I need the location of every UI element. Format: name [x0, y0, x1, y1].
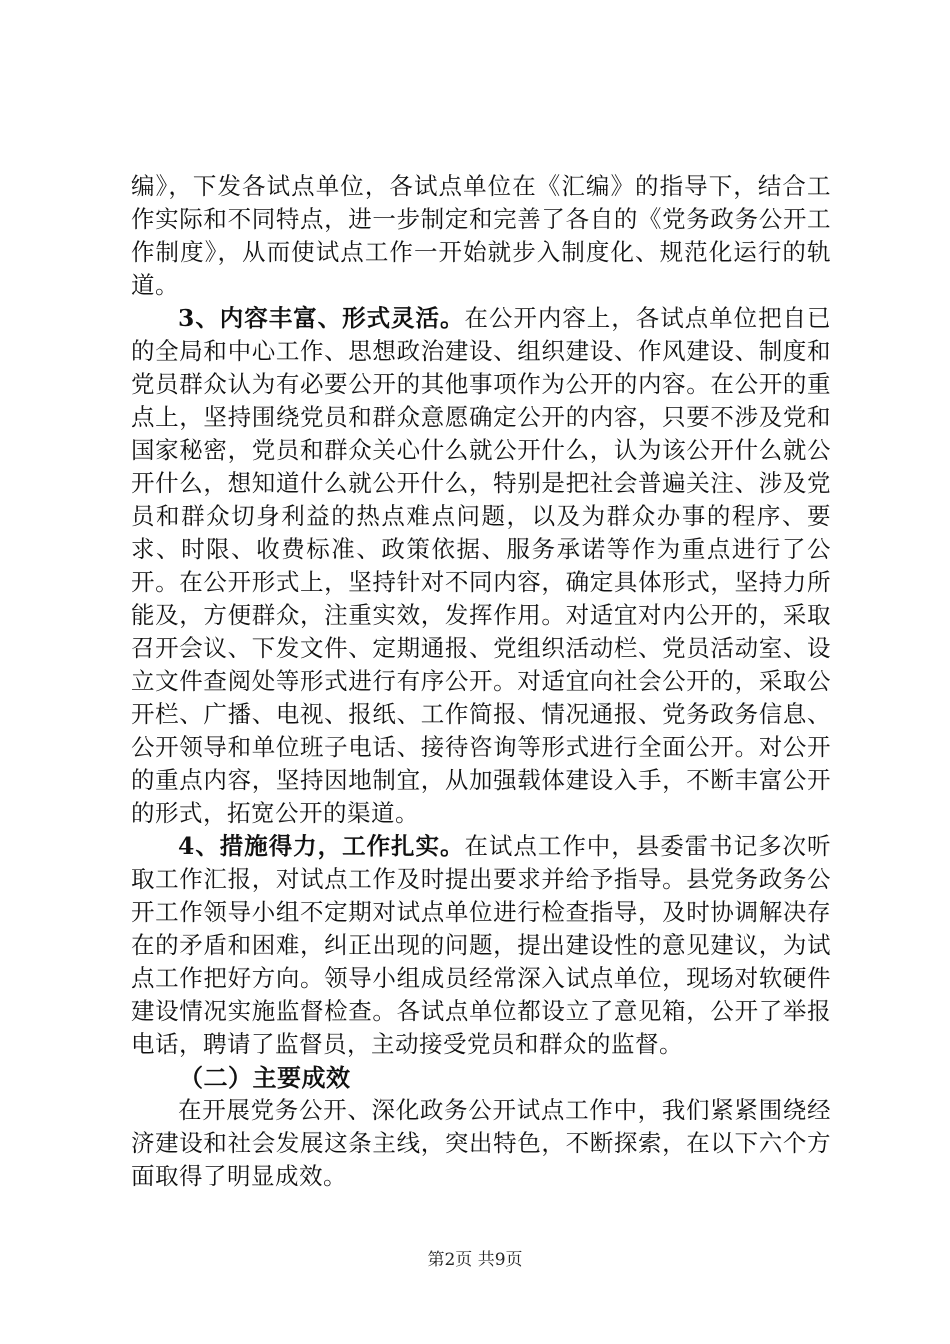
- section-2-body: 在开展党务公开、深化政务公开试点工作中，我们紧紧围绕经济建设和社会发展这条主线，突出特色，不断探索，在以下六个方面取得了明显成效。: [131, 1096, 831, 1190]
- item-3-heading: 3、内容丰富、形式灵活。: [178, 304, 465, 332]
- section-2-heading: （二）主要成效: [179, 1063, 351, 1092]
- item-4-heading: 4、措施得力，工作扎实。: [178, 832, 465, 860]
- page-footer: [0, 1248, 950, 1272]
- paragraph-item-3: [131, 302, 831, 830]
- paragraph-continuation: [131, 170, 831, 302]
- page-number-label: 第2页 共9页: [427, 1250, 523, 1270]
- item-3-body: 在公开内容上，各试点单位把自已的全局和中心工作、思想政治建设、组织建设、作风建设、制度和党员群众认为有必要公开的其他事项作为公开的内容。在公开的重点上，坚持围绕党员和群众意愿确定公开的内容，只要不涉及党和国家秘密，党员和群众关心什么就公开什么，认为该公开什么就公开什么，想知道什么就公开什么，特别是把社会普遍关注、涉及党员和群众切身利益的热点难点问题，以及为群众办事的程序、要求、时限、收费标准、政策依据、服务承诺等作为重点进行了公开。在公开形式上，坚持针对不同内容，确定具体形式，坚持力所能及，方便群众，注重实效，发挥作用。对适宜对内公开的，采取召开会议、下发文件、定期通报、党组织活动栏、党员活动室、设立文件查阅处等形式进行有序公开。对适宜向社会公开的，采取公开栏、广播、电视、报纸、工作简报、情况通报、党务政务信息、公开领导和单位班子电话、接待咨询等形式进行全面公开。对公开的重点内容，坚持因地制宜，从加强载体建设入手，不断丰富公开的形式，拓宽公开的渠道。: [131, 304, 832, 827]
- item-4-body: 在试点工作中，县委雷书记多次听取工作汇报，对试点工作及时提出要求并给予指导。县党务政务公开工作领导小组不定期对试点单位进行检查指导，及时协调解决存在的矛盾和困难，纠正出现的问题，提出建设性的意见建议，为试点工作把好方向。领导小组成员经常深入试点单位，现场对软硬件建设情况实施监督检查。各试点单位都设立了意见箱，公开了举报电话，聘请了监督员，主动接受党员和群众的监督。: [131, 832, 832, 1058]
- paragraph-text: 编》，下发各试点单位，各试点单位在《汇编》的指导下，结合工作实际和不同特点，进一步制定和完善了各自的《党务政务公开工作制度》，从而使试点工作一开始就步入制度化、规范化运行的轨道。: [131, 172, 831, 299]
- document-body: [131, 170, 831, 1193]
- paragraph-item-4: [131, 830, 831, 1061]
- section-2-paragraph: [131, 1094, 831, 1193]
